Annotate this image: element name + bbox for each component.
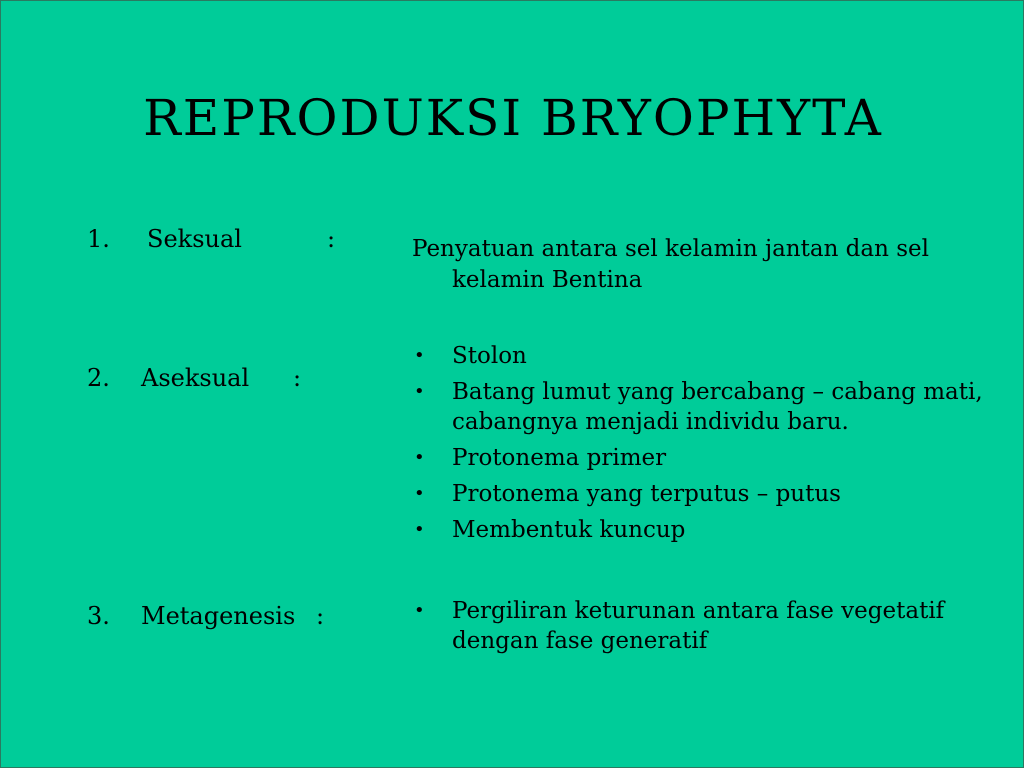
seksual-description [412, 234, 1002, 296]
item-number: 1. [87, 225, 110, 253]
bullet-icon: • [414, 447, 425, 468]
bullet-icon: • [414, 345, 425, 366]
list-item-aseksual [87, 364, 301, 392]
bullet-text: Stolon [452, 343, 527, 369]
bullet-icon: • [414, 483, 425, 504]
seksual-text: Penyatuan antara sel kelamin jantan dan sel kelamin Bentina [412, 236, 930, 293]
list-item [412, 596, 1002, 656]
item-label: Seksual [147, 225, 242, 253]
list-item-seksual [87, 225, 335, 253]
list-item [412, 341, 1002, 371]
bullet-icon: • [414, 381, 425, 402]
list-item [412, 377, 1002, 437]
item-number: 2. [87, 364, 110, 392]
item-number: 3. [87, 602, 110, 630]
list-item [412, 443, 1002, 473]
bullet-text: Batang lumut yang bercabang – cabang mati, cabangnya menjadi individu baru. [452, 379, 983, 435]
item-colon: : [316, 602, 325, 630]
bullet-text: Membentuk kuncup [452, 517, 686, 543]
metagenesis-list [412, 596, 1002, 662]
item-colon: : [327, 225, 336, 253]
bullet-icon: • [414, 519, 425, 540]
list-item-metagenesis [87, 602, 324, 630]
aseksual-list [412, 341, 1002, 551]
item-label: Metagenesis [141, 602, 296, 630]
list-item [412, 515, 1002, 545]
item-label: Aseksual [141, 364, 250, 392]
slide-title: REPRODUKSI BRYOPHYTA [143, 89, 883, 147]
bullet-text: Pergiliran keturunan antara fase vegetatif dengan fase generatif [452, 598, 945, 654]
item-colon: : [293, 364, 302, 392]
list-item [412, 479, 1002, 509]
bullet-icon: • [414, 600, 425, 621]
bullet-text: Protonema yang terputus – putus [452, 481, 841, 507]
bullet-text: Protonema primer [452, 445, 667, 471]
